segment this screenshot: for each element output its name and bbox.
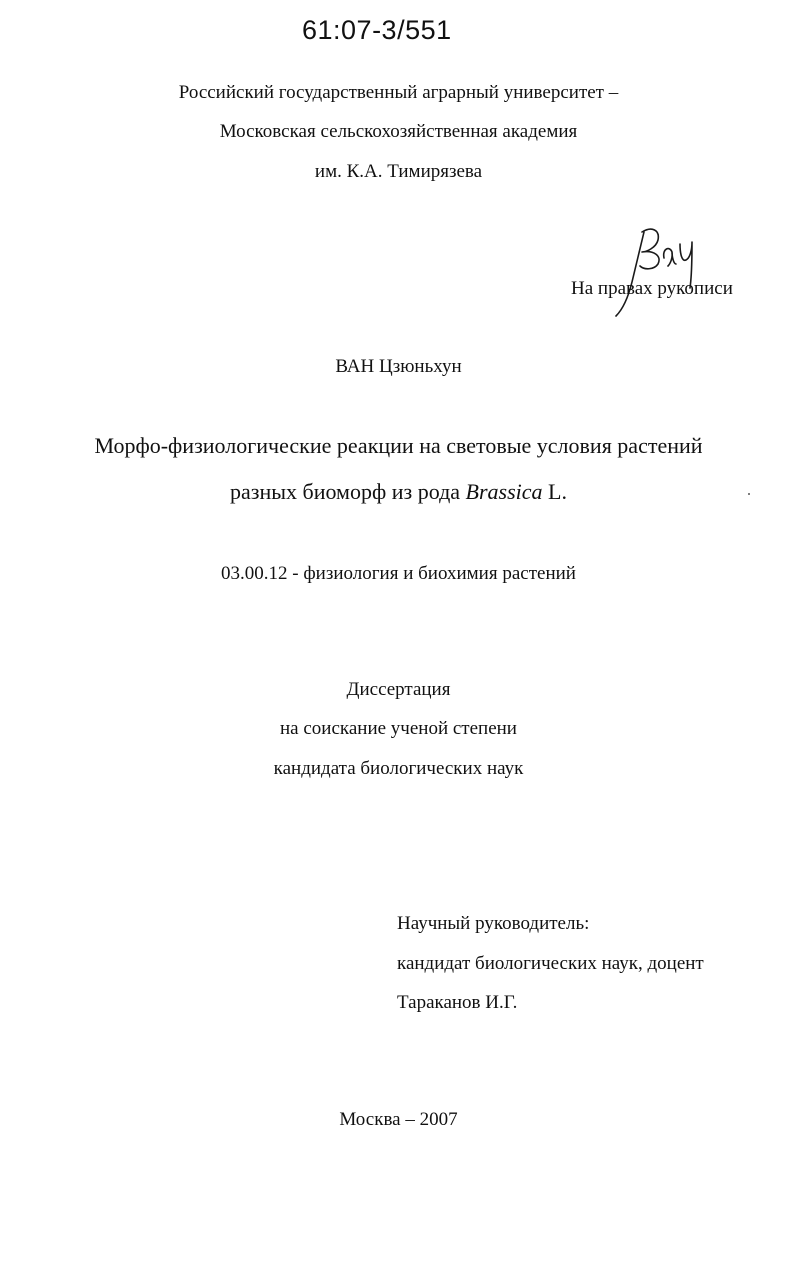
city-year: Москва – 2007 <box>339 1109 458 1130</box>
dissertation-title-line-1: Морфо-физиологические реакции на световые условия растений <box>94 433 703 458</box>
title-line-2-prefix: разных биоморф из рода <box>230 479 466 504</box>
supervisor-label: Научный руководитель: <box>397 913 590 934</box>
supervisor-name: Тараканов И.Г. <box>397 992 518 1013</box>
degree-name: кандидата биологических наук <box>273 758 524 779</box>
institution-line-1: Российский государственный аграрный университет – <box>178 82 619 103</box>
supervisor-degree: кандидат биологических наук, доцент <box>397 953 704 974</box>
genus-name: Brassica <box>465 479 543 504</box>
scan-speck <box>748 493 750 495</box>
document-type: Диссертация <box>346 679 451 700</box>
author-name: ВАН Цзюньхун <box>335 356 462 377</box>
degree-purpose: на соискание ученой степени <box>280 718 517 739</box>
title-line-2-suffix: L. <box>542 479 567 504</box>
author-signature <box>592 218 712 318</box>
institution-line-3: им. К.А. Тимирязева <box>314 161 483 182</box>
dissertation-title-line-2 <box>0 479 797 505</box>
institution-line-2: Московская сельскохозяйственная академия <box>219 121 578 142</box>
specialty-code: 03.00.12 - физиология и биохимия растений <box>221 563 576 584</box>
archive-code: 61:07-3/551 <box>302 15 452 45</box>
manuscript-note: На правах рукописи <box>571 278 733 299</box>
